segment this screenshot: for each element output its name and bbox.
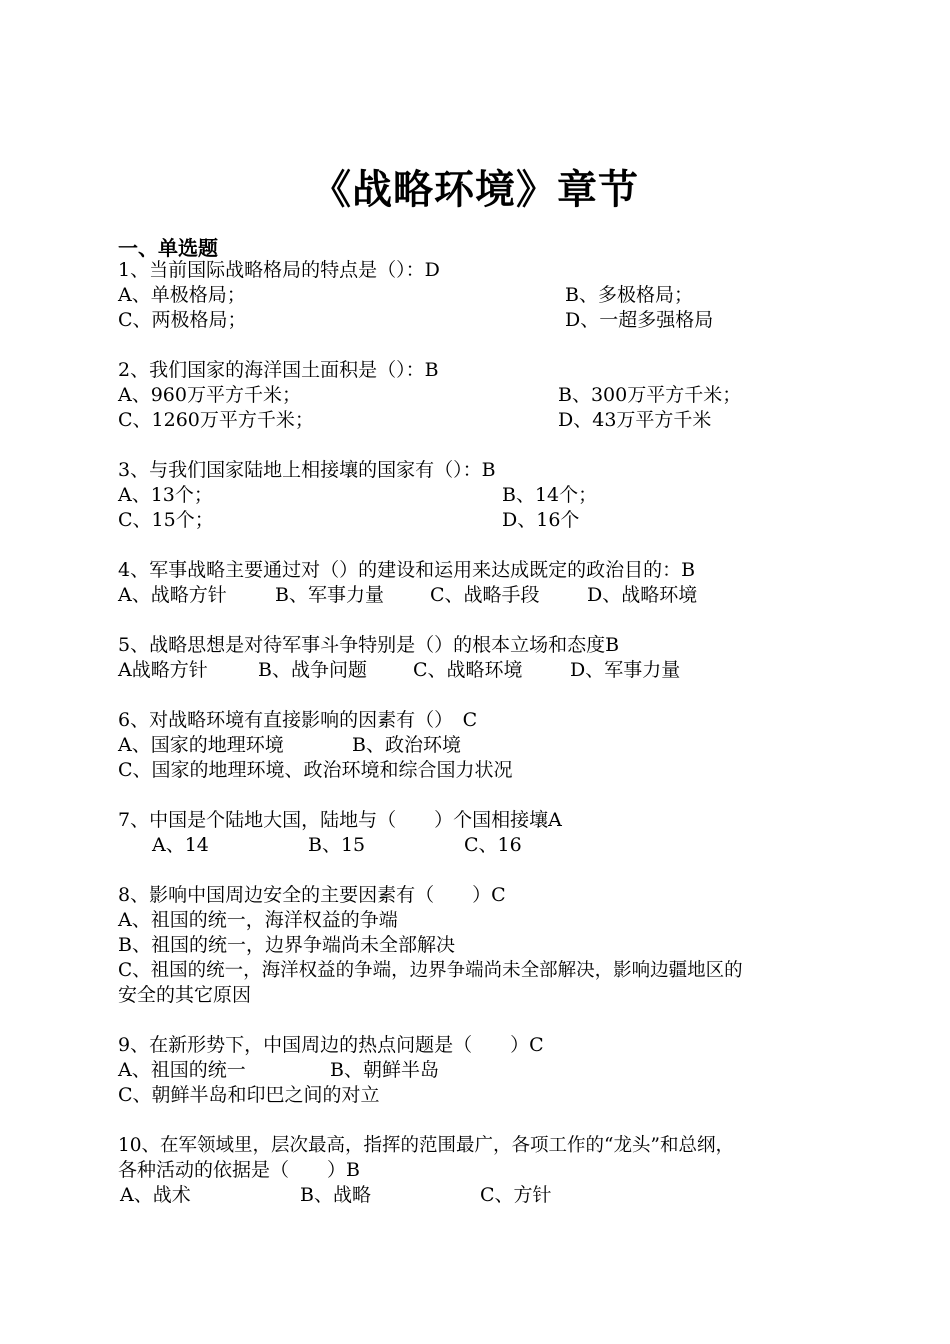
option: A、战略方针 [118, 584, 227, 606]
option: C、方针 [480, 1184, 552, 1206]
option: D、43万平方千米 [558, 409, 712, 431]
option: A、祖国的统一 [118, 1059, 246, 1081]
option: C、朝鲜半岛和印巴之间的对立 [118, 1084, 380, 1106]
option: C、1260万平方千米； [118, 409, 314, 431]
option: C、两极格局； [118, 309, 247, 331]
option: B、战略 [300, 1184, 371, 1206]
page-title: 《战略环境》章节 [311, 167, 639, 213]
option: D、16个 [502, 509, 580, 531]
option: C、国家的地理环境、政治环境和综合国力状况 [118, 759, 513, 781]
question-stem-continued: 各种活动的依据是（ ）B [118, 1159, 360, 1181]
option: B、300万平方千米； [558, 384, 742, 406]
option: A、14 [152, 834, 209, 856]
option: A、单极格局； [118, 284, 246, 306]
question-stem: 3、与我们国家陆地上相接壤的国家有（）：B [118, 459, 496, 481]
option: B、15 [308, 834, 366, 856]
option: D、一超多强格局 [565, 309, 714, 331]
question-stem: 7、中国是个陆地大国，陆地与（ ）个国相接壤A [118, 809, 562, 831]
option: C、16 [464, 834, 522, 856]
option: D、军事力量 [570, 659, 681, 681]
question-stem: 9、在新形势下，中国周边的热点问题是（ ）C [118, 1034, 544, 1056]
question-stem: 8、影响中国周边安全的主要因素有（ ）C [118, 884, 506, 906]
question-stem: 5、战略思想是对待军事斗争特别是（）的根本立场和态度B [118, 634, 620, 656]
option: A、国家的地理环境 [118, 734, 284, 756]
option: B、朝鲜半岛 [330, 1059, 439, 1081]
option: B、14个； [502, 484, 598, 506]
option: C、战略环境 [413, 659, 523, 681]
option: C、战略手段 [430, 584, 540, 606]
option: A、战术 [120, 1184, 191, 1206]
option: A、960万平方千米； [118, 384, 301, 406]
option: C、祖国的统一，海洋权益的争端，边界争端尚未全部解决，影响边疆地区的 [118, 960, 743, 981]
question-stem: 10、在军领域里，层次最高，指挥的范围最广，各项工作的“龙头”和总纲， [118, 1135, 734, 1156]
option: B、多极格局； [565, 284, 693, 306]
question-stem: 1、当前国际战略格局的特点是（）：D [118, 259, 440, 281]
option: D、战略环境 [587, 584, 698, 606]
question-stem: 4、军事战略主要通过对（）的建设和运用来达成既定的政治目的：B [118, 559, 696, 581]
option-continued: 安全的其它原因 [118, 984, 252, 1006]
option: B、战争问题 [258, 659, 367, 681]
option: A战略方针 [118, 659, 208, 681]
option: B、军事力量 [275, 584, 384, 606]
question-stem: 2、我们国家的海洋国土面积是（）：B [118, 359, 439, 381]
option: B、祖国的统一，边界争端尚未全部解决 [118, 934, 455, 956]
section-heading: 一、单选题 [118, 236, 218, 260]
option: C、15个； [118, 509, 214, 531]
option: A、祖国的统一，海洋权益的争端 [118, 909, 398, 931]
option: B、政治环境 [352, 734, 461, 756]
option: A、13个； [118, 484, 213, 506]
question-stem: 6、对战略环境有直接影响的因素有（） C [118, 709, 478, 731]
